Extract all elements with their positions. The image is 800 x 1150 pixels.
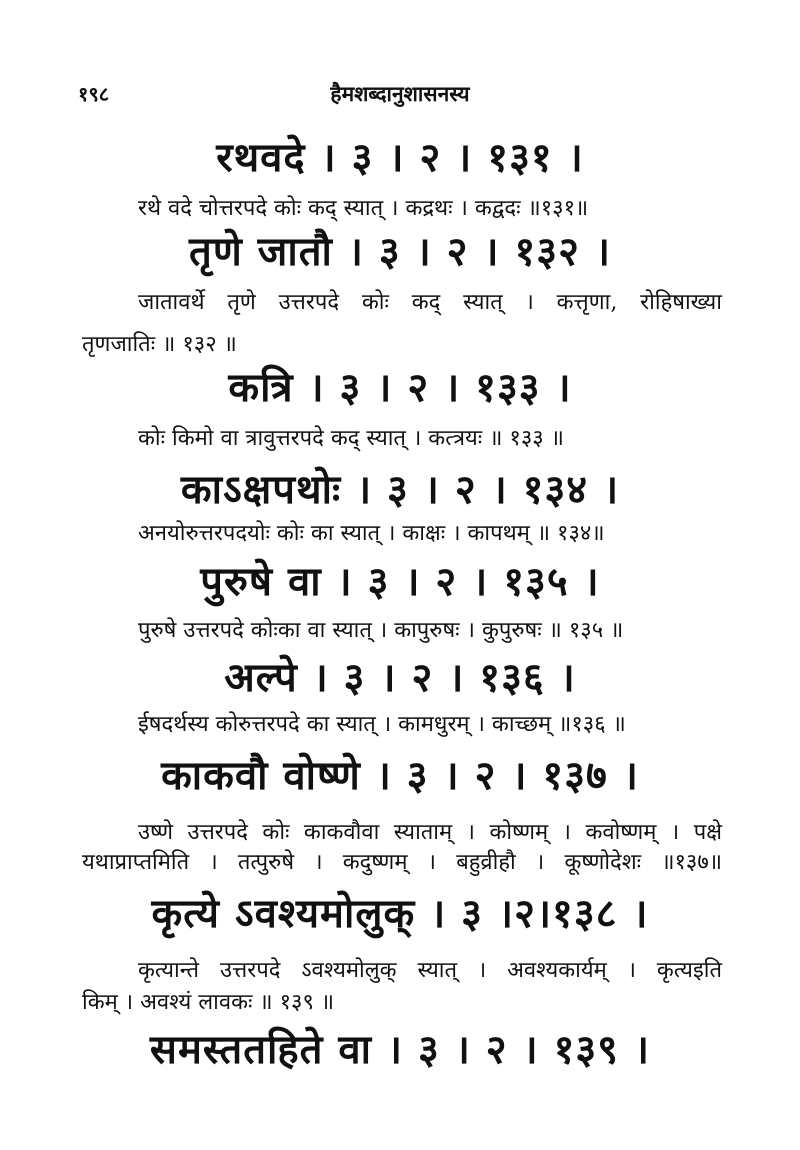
sutra-heading: समस्ततहिते वा । ३ । २ । १३९ । [149, 1026, 651, 1073]
commentary-line: तृणजातिः ॥ १३२ ॥ [82, 332, 237, 357]
commentary-line: कृत्यान्ते उत्तरपदे ऽवश्यमोलुक् स्यात् । अवश्यकार्यम् । कृत्यइति [138, 958, 722, 983]
sutra-heading: काकवौ वोष्णे । ३ । २ । १३७ । [161, 752, 639, 799]
sutra-heading: कृत्ये ऽवश्यमोलुक् । ३ ।२।१३८ । [151, 890, 649, 937]
commentary-line: अनयोरुत्तरपदयोः कोः का स्यात् । काक्षः । कापथम् ॥ १३४॥ [138, 521, 605, 546]
sutra-heading: रथवदे । ३ । २ । १३१ । [216, 134, 584, 181]
commentary-line: कोः किमो वा त्रावुत्तरपदे कद् स्यात् । कत्त्रयः ॥ १३३ ॥ [138, 426, 564, 451]
commentary-line: पुरुषे उत्तरपदे कोःका वा स्यात् । कापुरुषः । कुपुरुषः ॥ १३५ ॥ [138, 618, 624, 643]
running-title: हैमशब्दानुशासनस्य [330, 81, 470, 106]
commentary-line: किम् । अवश्यं लावकः ॥ १३९ ॥ [82, 990, 335, 1015]
commentary-line: ईषदर्थस्य कोरुत्तरपदे का स्यात् । कामधुरम् । काच्छम् ॥१३६ ॥ [138, 712, 626, 737]
sutra-heading: अल्पे । ३ । २ । १३६ । [224, 654, 576, 701]
commentary-line: रथे वदे चोत्तरपदे कोः कद् स्यात् । कद्रथः । कद्वदः ॥१३१॥ [138, 196, 589, 221]
sutra-heading: कत्रि । ३ । २ । १३३ । [228, 364, 572, 411]
commentary-line: जातावर्थे तृणे उत्तरपदे कोः कद् स्यात् । कत्तृणा, रोहिषाख्या [138, 290, 722, 315]
sutra-heading: तृणे जातौ । ३ । २ । १३२ । [189, 228, 611, 275]
sutra-heading: काऽक्षपथोः । ३ । २ । १३४ । [180, 466, 620, 513]
commentary-line: यथाप्राप्तमिति । तत्पुरुषे । कदुष्णम् । बहुव्रीहौ । कूष्णोदेशः ॥१३७॥ [82, 850, 722, 875]
page-number: १९८ [78, 82, 110, 106]
commentary-line: उष्णे उत्तरपदे कोः काकवौवा स्याताम् । कोष्णम् । कवोष्णम् । पक्षे [138, 820, 722, 845]
sutra-heading: पुरुषे वा । ३ । २ । १३५ । [200, 558, 600, 605]
